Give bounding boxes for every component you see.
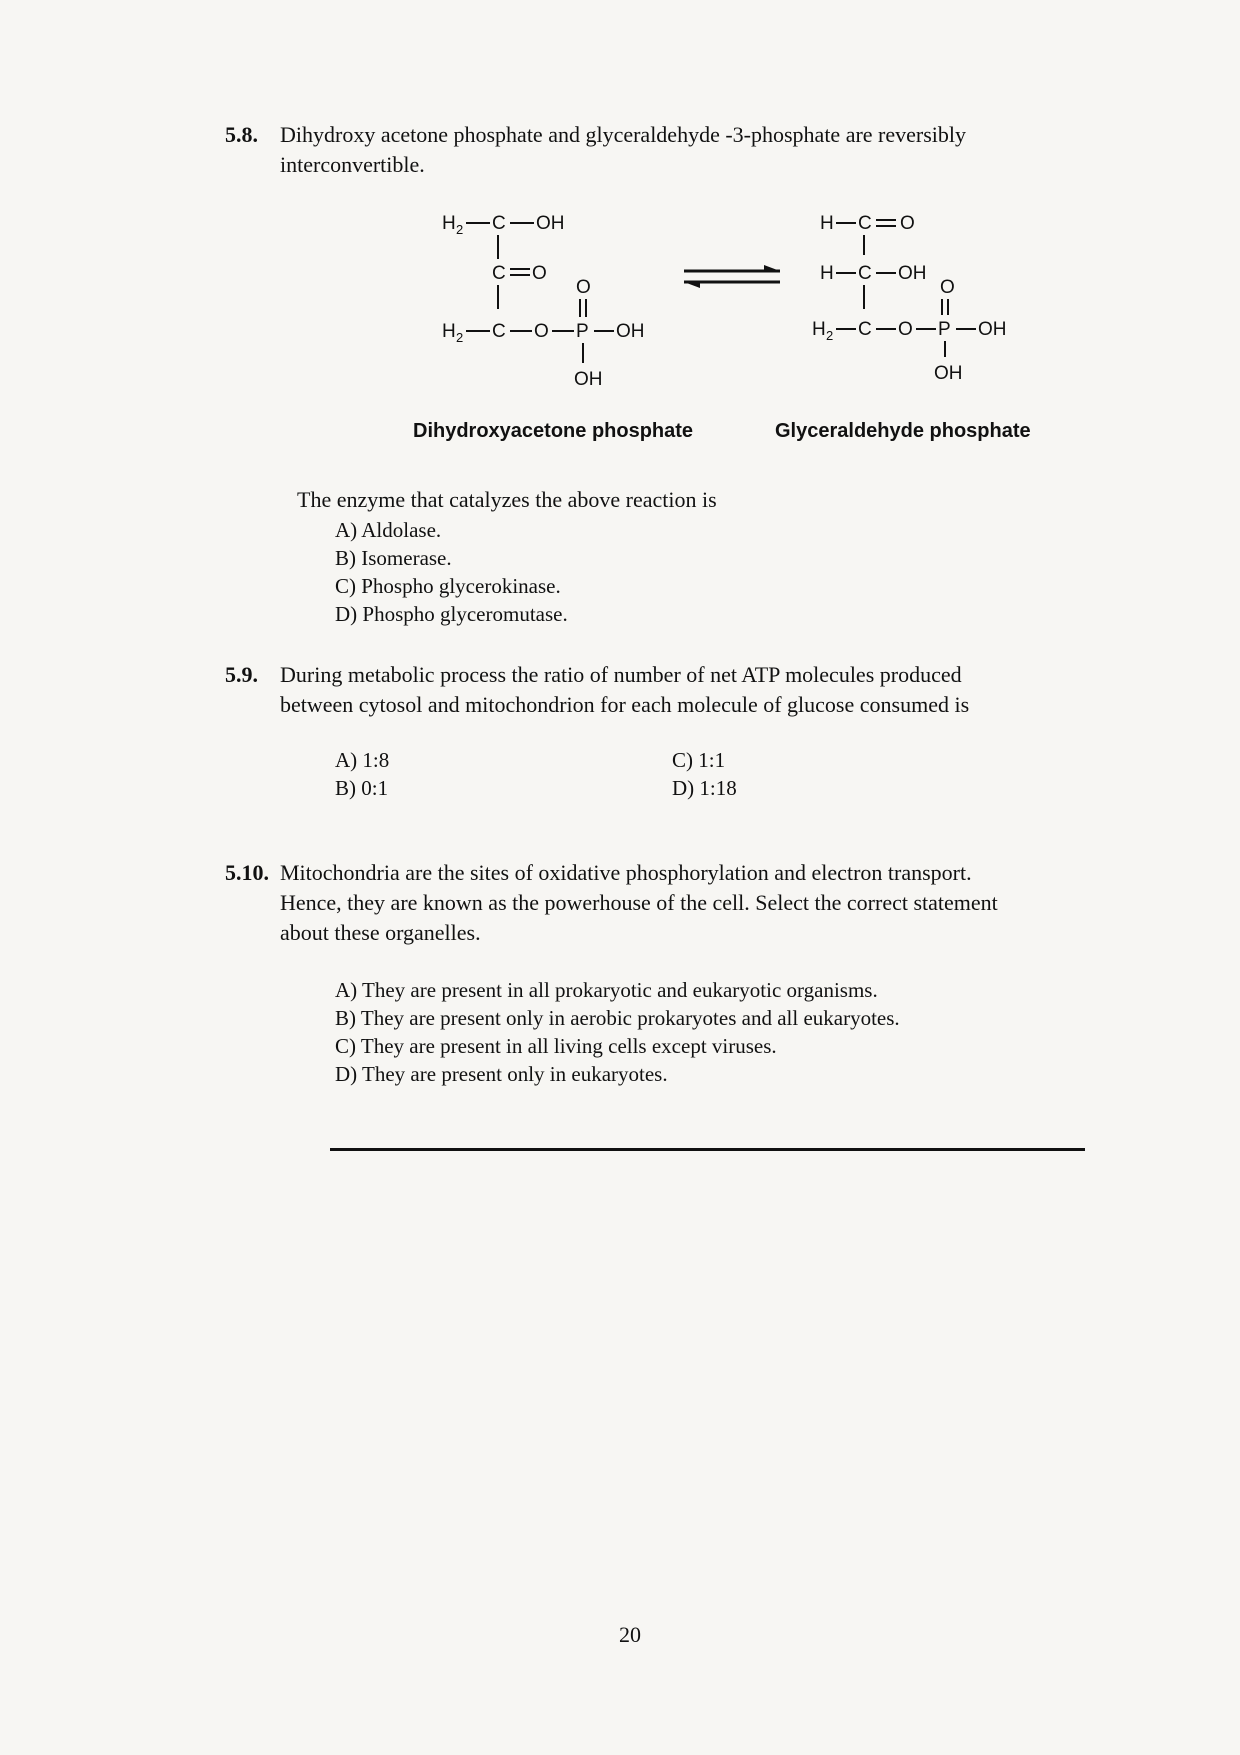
option-5-8-b: B) Isomerase. — [335, 546, 452, 570]
question-text-5-10-line1: Mitochondria are the sites of oxidative phosphorylation and electron transport. — [280, 860, 972, 885]
svg-text:O: O — [532, 263, 547, 284]
svg-text:C: C — [492, 213, 506, 234]
option-5-9-a: A) 1:8 — [335, 748, 390, 772]
option-5-9-b: B) 0:1 — [335, 776, 389, 800]
svg-text:P: P — [938, 319, 951, 340]
question-text-5-9-line2: between cytosol and mitochondrion for each molecule of glucose consumed is — [280, 692, 970, 717]
option-5-9-d: D) 1:18 — [672, 776, 737, 800]
svg-text:2: 2 — [456, 330, 464, 345]
svg-text:H: H — [820, 263, 834, 284]
question-text-5-9-line1: During metabolic process the ratio of number of net ATP molecules produced — [280, 662, 962, 687]
svg-text:OH: OH — [574, 369, 603, 390]
page-number: 20 — [619, 1622, 641, 1647]
svg-text:OH: OH — [616, 321, 645, 342]
option-5-8-c: C) Phospho glycerokinase. — [335, 574, 561, 598]
svg-text:H: H — [812, 319, 826, 340]
svg-text:O: O — [898, 319, 913, 340]
svg-text:C: C — [858, 213, 872, 234]
option-5-9-c: C) 1:1 — [672, 748, 726, 772]
svg-text:P: P — [576, 321, 589, 342]
equilibrium-arrows-icon — [680, 262, 785, 292]
option-5-8-d: D) Phospho glyceromutase. — [335, 602, 568, 626]
svg-text:H: H — [442, 321, 456, 342]
svg-text:2: 2 — [826, 328, 834, 343]
svg-text:O: O — [534, 321, 549, 342]
svg-text:O: O — [900, 213, 915, 234]
dihydroxyacetone-phosphate-structure — [430, 205, 680, 405]
question-number-5-9: 5.9. — [225, 662, 258, 687]
svg-text:OH: OH — [978, 319, 1007, 340]
question-text-5-10-line3: about these organelles. — [280, 920, 481, 945]
svg-text:C: C — [858, 263, 872, 284]
question-prompt-5-8: The enzyme that catalyzes the above reaction is — [297, 487, 717, 512]
svg-text:OH: OH — [934, 363, 963, 384]
question-number-5-10: 5.10. — [225, 860, 269, 885]
svg-text:OH: OH — [536, 213, 565, 234]
option-5-8-a: A) Aldolase. — [335, 518, 442, 542]
svg-text:C: C — [492, 321, 506, 342]
question-number-5-8: 5.8. — [225, 122, 258, 147]
svg-text:O: O — [576, 277, 591, 298]
glyceraldehyde-phosphate-structure — [800, 205, 1060, 400]
option-5-10-d: D) They are present only in eukaryotes. — [335, 1062, 668, 1086]
section-divider — [330, 1148, 1085, 1151]
svg-text:H: H — [820, 213, 834, 234]
question-text-5-8-line1: Dihydroxy acetone phosphate and glyceraldehyde -3-phosphate are reversibly — [280, 122, 967, 147]
option-5-10-a: A) They are present in all prokaryotic and eukaryotic organisms. — [335, 978, 878, 1002]
svg-text:O: O — [940, 277, 955, 298]
svg-text:C: C — [858, 319, 872, 340]
svg-text:2: 2 — [456, 222, 464, 237]
svg-text:H: H — [442, 213, 456, 234]
question-text-5-10-line2: Hence, they are known as the powerhouse of the cell. Select the correct statement — [280, 890, 998, 915]
svg-text:OH: OH — [898, 263, 927, 284]
label-dihydroxyacetone-phosphate: Dihydroxyacetone phosphate — [413, 420, 694, 442]
option-5-10-c: C) They are present in all living cells except viruses. — [335, 1034, 777, 1058]
svg-text:C: C — [492, 263, 506, 284]
option-5-10-b: B) They are present only in aerobic prokaryotes and all eukaryotes. — [335, 1006, 900, 1030]
question-text-5-8-line2: interconvertible. — [280, 152, 425, 177]
label-glyceraldehyde-phosphate: Glyceraldehyde phosphate — [775, 420, 1031, 442]
